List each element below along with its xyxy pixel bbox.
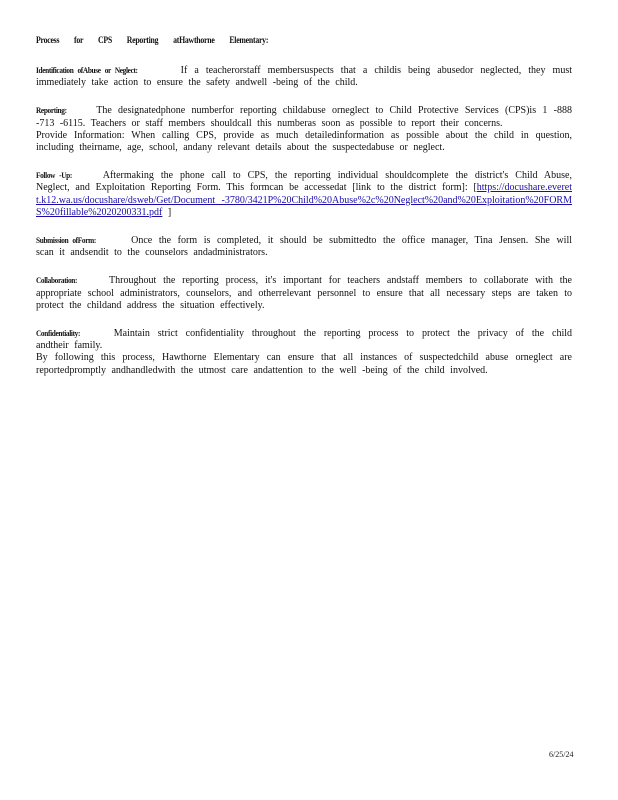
- section-label: Reporting:: [36, 105, 67, 116]
- section-extra-text: Provide Information: When calling CPS, provide as much detailedinformation as possible about the child in question, including theirname, age, school, andany relevant details about the suspectedabuse or neglect.: [36, 129, 572, 154]
- footer-date: 6/25/24: [549, 750, 574, 759]
- section-text: If a teacherorstaff membersuspects that a childis being abusedor neglected, they must immediately take action to ensure the safety andwell -being of the child.: [36, 65, 572, 89]
- section-label: Follow -Up:: [36, 170, 72, 181]
- section-label: Collaboration:: [36, 275, 78, 286]
- document-page: [36, 36, 572, 392]
- section-text: Once the form is completed, it should be submittedto the office manager, Tina Jensen. She will scan it andsendit to the counselors andadministrators.: [36, 235, 572, 259]
- section-text: Aftermaking the phone call to CPS, the reporting individual shouldcomplete the district's Child Abuse, Neglect, and Exploitation Reporting Form. This formcan be accessedat [link to the district form]: [: [36, 170, 572, 194]
- section-reporting: [36, 104, 572, 154]
- section-label: Confidentiality:: [36, 328, 81, 339]
- section-confidentiality: [36, 327, 572, 377]
- section-identification: [36, 64, 572, 89]
- section-follow-up: [36, 169, 572, 219]
- document-title: Process for CPS Reporting atHawthorne Elementary:: [36, 36, 269, 46]
- section-label: Identification ofAbuse or Neglect:: [36, 65, 138, 75]
- district-form-link[interactable]: https://docushare.everett.k12.wa.us/docushare/dsweb/Get/Document -3780/3421P%20Child%20Abuse%2c%20Neglect%20and%20Exploitation%20FORMS%20fillable%2020200331.pdf: [36, 182, 572, 218]
- section-label: Submission ofForm:: [36, 235, 96, 246]
- section-text: Maintain strict confidentiality throughout the reporting process to protect the privacy of the child andtheir family.: [36, 328, 572, 352]
- section-extra-text: By following this process, Hawthorne Elementary can ensure that all instances of suspectedchild abuse orneglect are reportedpromptly andhandledwith the utmost care andattention to the well -being of the child involved.: [36, 352, 572, 376]
- section-submission: [36, 234, 572, 259]
- section-collaboration: [36, 274, 572, 312]
- section-text: Throughout the reporting process, it's important for teachers andstaff members to collaborate with the appropriate school administrators, counselors, and otherrelevant personnel to ensure that all necessary steps are taken to protect the childand address the situation effectively.: [36, 275, 572, 311]
- section-text-after: ]: [162, 206, 172, 218]
- section-text: The designatedphone numberfor reporting childabuse orneglect to Child Protective Services (CPS)is 1 -888 -713 -6115. Teachers or staff members shouldcall this numberas soon as possible to report their concerns.: [36, 105, 572, 129]
